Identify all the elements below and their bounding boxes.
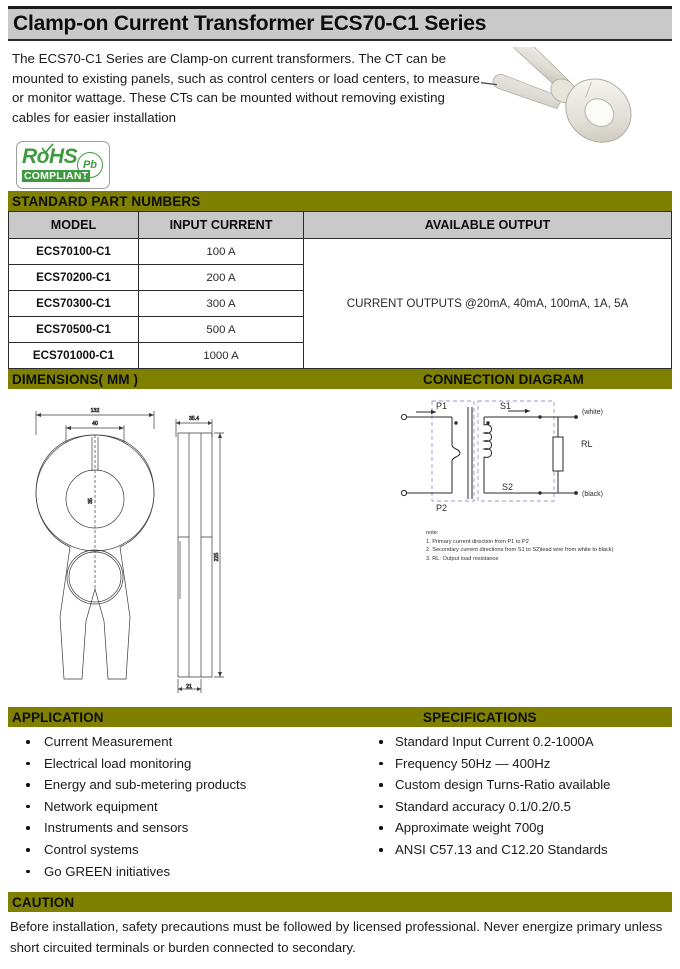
list-item: Standard Input Current 0.2-1000A (373, 731, 673, 753)
column-header-model: MODEL (9, 212, 139, 239)
application-column (8, 727, 368, 882)
caution-text: Before installation, safety precautions must be followed by licensed professional. Never energize primary unless short circuited terminals or burden connected to secondary. (10, 919, 663, 955)
list-item: Network equipment (8, 796, 368, 818)
list-item: Frequency 50Hz — 400Hz (373, 753, 673, 775)
drawings-row (8, 389, 672, 707)
list-item: Instruments and sensors (8, 817, 368, 839)
label-p2: P2 (436, 503, 448, 513)
dimension-drawing (8, 389, 388, 707)
note-item: 3. RL: Output load resistance (426, 555, 499, 562)
section-label-caution: CAUTION (12, 894, 75, 910)
intro-paragraph: The ECS70-C1 Series are Clamp-on current transformers. The CT can be mounted to existing panels, such as control centers or load centers, to measure or monitor wattage. These CTs can be mounted without removing existing cables for easier installation (12, 51, 480, 125)
cell-model: ECS70300-C1 (9, 291, 139, 317)
cell-model: ECS70100-C1 (9, 239, 139, 265)
dim-front-overall-width: 132 (90, 408, 100, 414)
dim-side-base: 21 (186, 684, 192, 690)
dim-front-inner-width: 40 (92, 421, 98, 427)
rohs-compliant-logo (16, 141, 110, 189)
cell-input-current: 300 A (139, 291, 304, 317)
specifications-list (373, 731, 673, 861)
dim-side-width: 35.4 (188, 416, 200, 422)
section-label-application: APPLICATION (12, 709, 104, 725)
column-header-available-output: AVAILABLE OUTPUT (304, 212, 672, 239)
list-item: Approximate weight 700g (373, 817, 673, 839)
cell-input-current: 500 A (139, 317, 304, 343)
list-item: Custom design Turns-Ratio available (373, 774, 673, 796)
section-label-dimensions: DIMENSIONS( MM ) (12, 371, 139, 387)
section-header-standard-part-numbers (8, 191, 672, 211)
datasheet-page (0, 6, 680, 969)
standard-part-numbers-table (8, 211, 672, 369)
notes-title: note: (426, 530, 439, 536)
cell-model: ECS701000-C1 (9, 343, 139, 369)
table-row (9, 239, 672, 265)
section-label-specifications: SPECIFICATIONS (423, 709, 537, 725)
dim-side-height: 225 (214, 552, 220, 562)
list-item: Standard accuracy 0.1/0.2/0.5 (373, 796, 673, 818)
cell-available-output: CURRENT OUTPUTS @20mA, 40mA, 100mA, 1A, 5A (304, 239, 672, 369)
label-s2: S2 (502, 482, 514, 492)
label-rl: RL (581, 439, 593, 449)
list-item: Energy and sub-metering products (8, 774, 368, 796)
list-item: Control systems (8, 839, 368, 861)
list-item: Electrical load monitoring (8, 753, 368, 775)
application-specifications-row (8, 727, 672, 892)
section-label-connection-diagram: CONNECTION DIAGRAM (423, 371, 584, 387)
product-photo (481, 47, 666, 177)
connection-notes (426, 529, 641, 563)
cell-input-current: 100 A (139, 239, 304, 265)
page-title: Clamp-on Current Transformer ECS70-C1 Series (13, 12, 487, 35)
label-black-lead: (black) (582, 491, 604, 498)
cell-model: ECS70500-C1 (9, 317, 139, 343)
note-item: 1. Primary current direction from P1 to P2 (426, 539, 529, 546)
rohs-pb-mark: Pb (77, 152, 103, 178)
rohs-sub-text: COMPLIANT (24, 170, 89, 182)
table-header-row (9, 212, 672, 239)
list-item: ANSI C57.13 and C12.20 Standards (373, 839, 673, 861)
column-header-input-current: INPUT CURRENT (139, 212, 304, 239)
note-item: 2. Secondary current directions from S1 to S2)lead wire from white to black) (426, 547, 614, 554)
section-header-dimensions-connection (8, 369, 672, 389)
page-title-bar (8, 9, 672, 41)
cell-input-current: 1000 A (139, 343, 304, 369)
label-p1: P1 (436, 401, 448, 411)
application-list (8, 731, 368, 882)
dim-front-aperture: 35 (88, 498, 94, 504)
specifications-column (373, 727, 673, 861)
intro-section (8, 41, 672, 191)
section-header-caution (8, 892, 672, 912)
cell-input-current: 200 A (139, 265, 304, 291)
section-header-application-specifications (8, 707, 672, 727)
list-item: Current Measurement (8, 731, 368, 753)
section-label: STANDARD PART NUMBERS (12, 193, 201, 209)
label-s1: S1 (500, 401, 512, 411)
list-item: Go GREEN initiatives (8, 861, 368, 883)
cell-model: ECS70200-C1 (9, 265, 139, 291)
label-white-lead: (white) (582, 409, 604, 416)
rohs-main-text: RoHS (22, 145, 78, 168)
